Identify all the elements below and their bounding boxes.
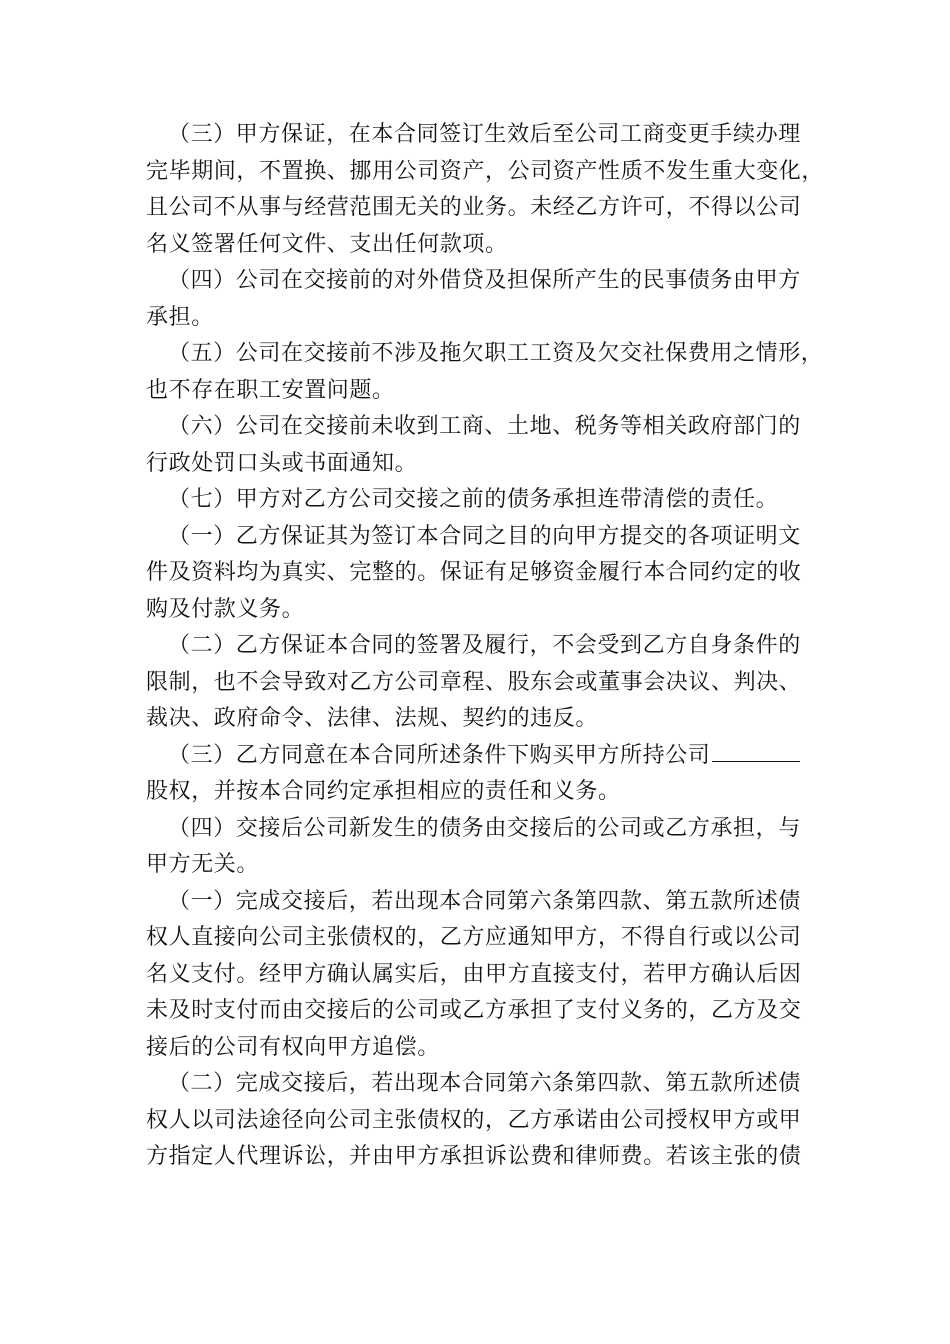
paragraph-line (0, 663, 950, 703)
line-text: 行政处罚口头或书面通知。 (146, 450, 418, 476)
paragraph-line (0, 955, 950, 995)
line-text: 接后的公司有权向甲方追偿。 (146, 1034, 440, 1060)
paragraph-line (0, 918, 950, 958)
paragraph-first-line (0, 882, 950, 922)
line-text: （二）乙方保证本合同的签署及履行，不会受到乙方自身条件的 (168, 633, 801, 658)
line-text: 方指定人代理诉讼，并由甲方承担诉讼费和律师费。若该主张的债 (146, 1144, 802, 1169)
paragraph-line (0, 371, 950, 411)
line-text: 也不存在职工安置问题。 (146, 377, 395, 403)
line-text: 名义签署任何文件、支出任何款项。 (146, 231, 508, 257)
paragraph-first-line (0, 736, 950, 776)
line-text: （三）甲方保证，在本合同签订生效后至公司工商变更手续办理 (168, 122, 801, 147)
line-text: （三）乙方同意在本合同所述条件下购买甲方所持公司 (168, 742, 711, 768)
paragraph-first-line (0, 334, 950, 374)
line-text: （四）交接后公司新发生的债务由交接后的公司或乙方承担，与 (168, 815, 801, 841)
line-text: （一）乙方保证其为签订本合同之目的向甲方提交的各项证明文 (168, 523, 801, 549)
line-text: （六）公司在交接前未收到工商、土地、税务等相关政府部门的 (168, 414, 801, 439)
line-text: 且公司不从事与经营范围无关的业务。未经乙方许可，不得以公司 (146, 195, 802, 220)
line-text: 购及付款义务。 (146, 596, 305, 622)
paragraph-line (0, 845, 950, 885)
paragraph-first-line (0, 809, 950, 849)
line-text: 完毕期间，不置换、挪用公司资产，公司资产性质不发生重大变化， (146, 158, 825, 184)
paragraph-line (0, 590, 950, 630)
line-text: 股权，并按本合同约定承担相应的责任和义务。 (146, 779, 621, 804)
paragraph-line (0, 1101, 950, 1141)
line-text: 权人以司法途径向公司主张债权的，乙方承诺由公司授权甲方或甲 (146, 1107, 802, 1133)
paragraph-first-line (0, 407, 950, 447)
paragraph-line (0, 298, 950, 338)
line-text: 件及资料均为真实、完整的。保证有足够资金履行本合同约定的收 (146, 560, 802, 585)
fill-in-blank (712, 737, 800, 762)
paragraph-line (0, 188, 950, 228)
paragraph-line (0, 991, 950, 1031)
line-text: （四）公司在交接前的对外借贷及担保所产生的民事债务由甲方 (168, 268, 801, 293)
paragraph-first-line (0, 261, 950, 301)
line-text: 承担。 (146, 304, 214, 330)
line-text: （五）公司在交接前不涉及拖欠职工工资及欠交社保费用之情形， (168, 341, 824, 366)
paragraph-line (0, 699, 950, 739)
paragraph-line (0, 772, 950, 812)
line-text: （七）甲方对乙方公司交接之前的债务承担连带清偿的责任。 (168, 487, 779, 512)
paragraph-first-line (0, 115, 950, 155)
line-text: （一）完成交接后，若出现本合同第六条第四款、第五款所述债 (168, 888, 801, 914)
line-text: 限制，也不会导致对乙方公司章程、股东会或董事会决议、判决、 (146, 669, 802, 695)
paragraph-line (0, 553, 950, 593)
line-text: 未及时支付而由交接后的公司或乙方承担了支付义务的，乙方及交 (146, 998, 802, 1023)
paragraph-line (0, 1028, 950, 1068)
paragraph-line (0, 152, 950, 192)
paragraph-line (0, 1137, 950, 1177)
line-text: 裁决、政府命令、法律、法规、契约的违反。 (146, 706, 599, 731)
paragraph-first-line (0, 1064, 950, 1104)
line-text: 权人直接向公司主张债权的，乙方应通知甲方，不得自行或以公司 (146, 925, 802, 950)
paragraph-first-line (0, 626, 950, 666)
line-text: 甲方无关。 (146, 852, 260, 877)
line-text: 名义支付。经甲方确认属实后，由甲方直接支付，若甲方确认后因 (146, 961, 802, 987)
paragraph-line (0, 225, 950, 265)
paragraph-first-line (0, 480, 950, 520)
paragraph-line (0, 444, 950, 484)
paragraph-first-line (0, 517, 950, 557)
line-text: （二）完成交接后，若出现本合同第六条第四款、第五款所述债 (168, 1071, 801, 1096)
